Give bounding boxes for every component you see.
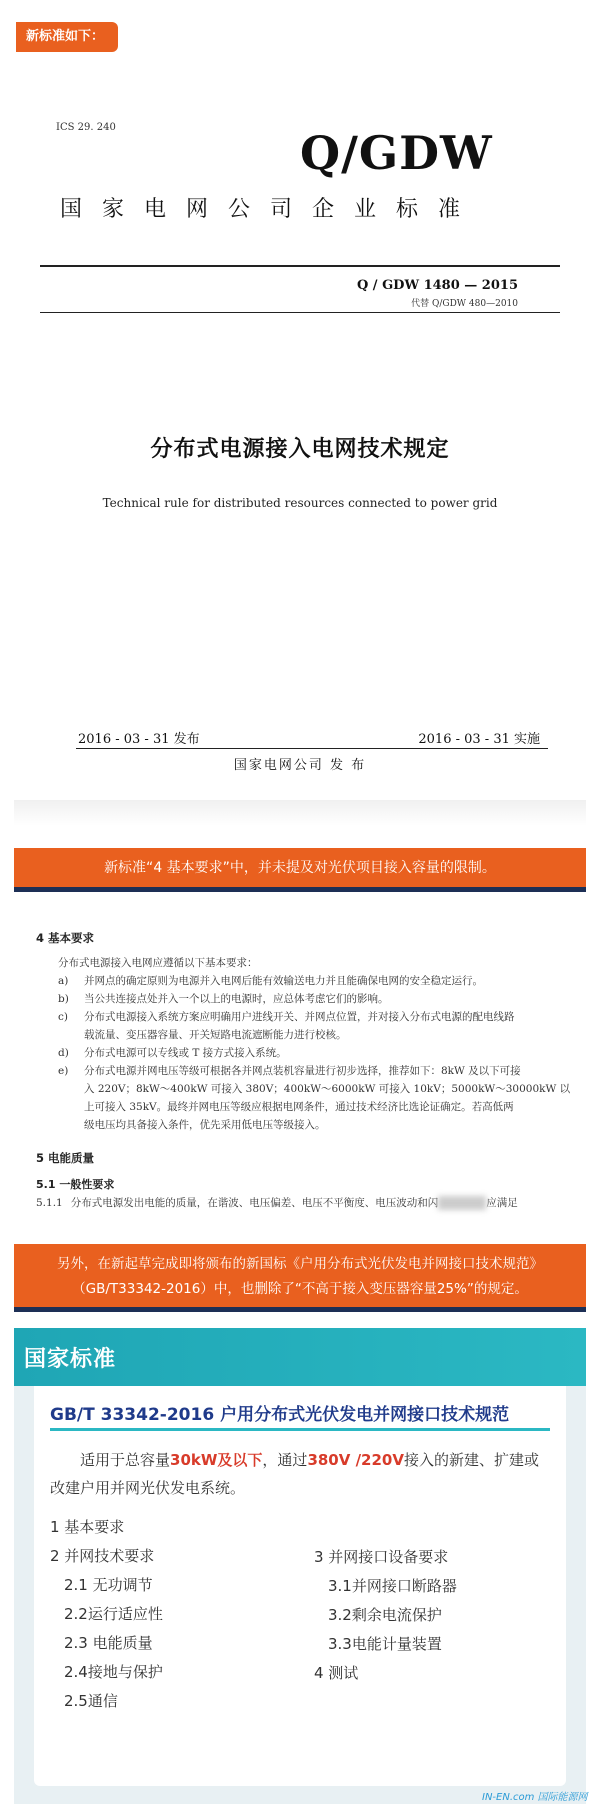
standard-org: 国家电网公司企业标准 — [60, 197, 481, 222]
footer-rule — [76, 748, 548, 749]
section-tag: 新标准如下： — [16, 22, 118, 52]
list-item: 级电压均具备接入条件，优先采用低电压等级接入。 — [84, 1119, 326, 1131]
list-item: 入 220V；8kW～400kW 可接入 380V；400kW～6000kW 可接入 10kV；5000kW～30000kW 以 — [84, 1083, 571, 1095]
section4-heading: 4 基本要求 — [36, 931, 95, 945]
toc-item: 4 测试 — [314, 1664, 359, 1682]
list-item: c) 分布式电源接入系统方案应明确用户进线开关、并网点位置，并对接入分布式电源的配电线路 — [58, 1011, 515, 1023]
section4-items — [58, 972, 578, 1134]
slide-title-underline — [50, 1428, 550, 1431]
standard-brand: Q/GDW — [300, 126, 493, 180]
slide-photo — [14, 1328, 586, 1804]
slide-brand: 国家标准 — [24, 1347, 117, 1372]
issuer: 国家电网公司 发 布 — [233, 758, 367, 773]
toc-item: 2.5通信 — [64, 1692, 118, 1710]
slide-title: GB/T 33342-2016 户用分布式光伏发电并网接口技术规范 — [50, 1405, 510, 1425]
replace-code: 代替 Q/GDW 480—2010 — [411, 299, 518, 309]
header-rule — [40, 265, 560, 267]
toc-right — [314, 1546, 554, 1691]
banner-basic-requirements: 新标准“4 基本要求”中，并未提及对光伏项目接入容量的限制。 — [14, 848, 586, 892]
toc-item: 3 并网接口设备要求 — [314, 1548, 449, 1566]
list-item: 上可接入 35kV。最终并网电压等级应根据电网条件，通过技术经济比选论证确定。若高低两 — [84, 1101, 514, 1113]
page-shadow — [14, 800, 586, 826]
list-item: b) 当公共连接点处并入一个以上的电源时，应总体考虑它们的影响。 — [58, 993, 389, 1005]
section5-heading: 5 电能质量 — [36, 1151, 95, 1165]
slide-body — [34, 1386, 566, 1786]
toc-item: 2 并网技术要求 — [50, 1547, 155, 1565]
list-item: d) 分布式电源可以专线或 T 接方式接入系统。 — [58, 1047, 287, 1059]
section4-intro: 分布式电源接入电网应遵循以下基本要求： — [58, 957, 258, 969]
list-item: e) 分布式电源并网电压等级可根据各并网点装机容量进行初步选择，推荐如下：8kW 及以下可接 — [58, 1065, 521, 1077]
section5-subheading: 5.1 一般性要求 — [36, 1178, 115, 1191]
code-rule — [40, 312, 560, 313]
toc-item: 1 基本要求 — [50, 1518, 125, 1536]
list-item: a) 并网点的确定原则为电源并入电网后能有效输送电力并且能确保电网的安全稳定运行。 — [58, 975, 483, 987]
implement-date: 2016 - 03 - 31 实施 — [418, 732, 540, 747]
toc-item: 3.1并网接口断路器 — [328, 1577, 457, 1595]
toc-item: 2.3 电能质量 — [64, 1634, 153, 1652]
section5-clause: 5.1.1 分布式电源发出电能的质量，在谐波、电压偏差、电压不平衡度、电压波动和闪 应满足 — [36, 1197, 518, 1209]
list-item: 载流量、变压器容量、开关短路电流遮断能力进行校核。 — [84, 1029, 347, 1041]
document-title: 分布式电源接入电网技术规定 — [150, 437, 450, 462]
toc-item: 3.3电能计量装置 — [328, 1635, 442, 1653]
ics-code: ICS 29. 240 — [56, 122, 116, 133]
slide-scope-text: 适用于总容量30kW及以下，通过380V /220V接入的新建、扩建或改建户用并网光伏发电系统。 — [50, 1451, 539, 1497]
toc-item: 3.2剩余电流保护 — [328, 1606, 442, 1624]
toc-item: 2.1 无功调节 — [64, 1576, 153, 1594]
toc-item: 2.2运行适应性 — [64, 1605, 163, 1623]
document-subtitle: Technical rule for distributed resources connected to power grid — [102, 496, 498, 510]
site-logo: IN-EN.com 国际能源网 — [482, 1792, 588, 1803]
publish-date: 2016 - 03 - 31 发布 — [78, 732, 200, 747]
toc-item: 2.4接地与保护 — [64, 1663, 163, 1681]
standard-code: Q / GDW 1480 — 2015 — [356, 278, 518, 293]
banner-national-standard: 另外，在新起草完成即将颁布的新国标《户用分布式光伏发电并网接口技术规范》（GB/T33342-2016）中，也删除了“不高于接入变压器容量25%”的规定。 — [14, 1244, 586, 1312]
toc-left — [50, 1516, 290, 1719]
blurred-text — [438, 1196, 486, 1210]
